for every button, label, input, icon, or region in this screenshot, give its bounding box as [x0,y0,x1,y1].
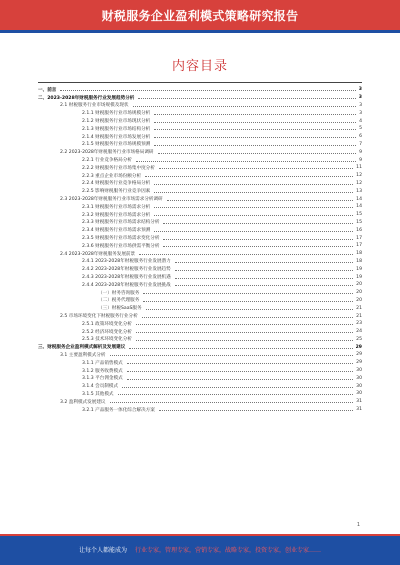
toc-leader-dots [154,184,353,185]
toc-entry[interactable] [38,289,362,297]
toc-entry-label: 2.3 2023-2028年财税服务行业市场需求分析调研 [60,197,163,203]
toc-entry-label: 2.5.3 技术环境变化分析 [82,337,132,343]
toc-entry[interactable] [38,351,362,359]
toc-entry-label: 2.1.3 财税服务行业市场结构分析 [82,126,151,132]
toc-entry-page: 21 [356,313,362,319]
toc-entry-label: （一）财务咨询服务 [98,290,140,296]
toc-entry-page: 21 [356,305,362,311]
report-header [0,0,400,30]
toc-leader-dots [138,98,355,99]
toc-entry-page: 30 [356,383,362,389]
toc-entry[interactable] [38,406,362,414]
toc-entry-page: 5 [359,126,362,132]
toc-entry-page: 3 [358,95,362,101]
toc-leader-dots [154,231,353,232]
toc-entry-page: 19 [356,274,362,280]
toc-leader-dots [154,129,356,130]
toc-divider [38,82,362,83]
toc-entry-page: 30 [356,375,362,381]
toc-leader-dots [154,192,353,193]
toc-entry[interactable] [38,359,362,367]
toc-entry-page: 13 [356,188,362,194]
toc-entry-label: 2.1.4 财税服务行业市场发展分析 [82,134,151,140]
toc-entry-page: 25 [356,336,362,342]
toc-entry-page: 31 [356,407,362,413]
toc-leader-dots [139,254,353,255]
toc-leader-dots [158,153,357,154]
footer-accent [0,534,400,536]
toc-entry[interactable] [38,320,362,328]
toc-entry-page: 15 [356,219,362,225]
toc-entry[interactable] [38,273,362,281]
toc-entry[interactable] [38,102,362,110]
toc-entry-page: 31 [356,399,362,405]
toc-leader-dots [136,324,353,325]
toc-leader-dots [129,348,352,349]
toc-entry[interactable] [38,86,362,94]
toc-entry-page: 14 [356,204,362,210]
toc-entry-label: 2.5.2 经济环境变化分析 [82,329,132,335]
toc-leader-dots [136,340,353,341]
toc-entry[interactable] [38,172,362,180]
toc-entry[interactable] [38,164,362,172]
toc-entry[interactable] [38,297,362,305]
toc-entry-label: 3.1 主要盈利模式分析 [60,352,106,358]
toc-leader-dots [146,309,354,310]
toc-leader-dots [175,278,353,279]
toc-entry[interactable] [38,234,362,242]
toc-entry-label: 2.1.1 财税服务行业市场规模分析 [82,111,151,117]
toc-entry-label: 3.1.1 产品销售模式 [82,360,123,366]
toc-entry-label: 2.5.1 政策环境变化分析 [82,321,132,327]
toc-leader-dots [133,106,357,107]
toc-entry[interactable] [38,94,362,102]
toc-leader-dots [163,246,353,247]
toc-entry-page: 3 [358,87,362,93]
toc-leader-dots [154,114,356,115]
toc-leader-dots [167,200,353,201]
toc-leader-dots [175,285,353,286]
toc-entry-page: 18 [356,258,362,264]
toc-title: 内容目录 [171,59,228,74]
toc-entry-label: 2.4 2023-2028年财税服务发展前景 [60,251,136,257]
toc-entry-label: 一、前言 [38,87,57,93]
toc-entry-page: 6 [359,134,362,140]
toc-entry-page: 24 [356,329,362,335]
toc-entry-page: 12 [356,173,362,179]
toc-entry[interactable] [38,242,362,250]
toc-leader-dots [145,176,353,177]
toc-leader-dots [154,215,353,216]
toc-entry-page: 30 [356,391,362,397]
toc-entry-page: 3 [359,110,362,116]
toc-entry-label: 2.3.1 财税服务行业市场需求分析 [82,204,151,210]
toc-leader-dots [175,270,353,271]
toc-entry[interactable] [38,398,362,406]
toc-entry[interactable] [38,133,362,141]
toc-leader-dots [154,145,356,146]
toc-entry-page: 29 [355,344,362,350]
footer-lead-text: 让每个人都能成为 [78,547,127,554]
toc-entry-page: 11 [356,165,362,171]
toc-entry-label: 3.2 盈利模式发展建议 [60,399,106,405]
toc-entry-label: 2.2.3 重点企业市场份额分析 [82,173,142,179]
toc-leader-dots [136,161,356,162]
toc-entry-label: 2.2.5 影响财税服务行业竞争因素 [82,189,151,195]
toc-entry-page: 18 [356,251,362,257]
toc-entry-label: 2.1.2 财税服务行业市场现状分析 [82,119,151,125]
toc-entry-page: 15 [356,212,362,218]
toc-entry[interactable] [38,195,362,203]
toc-entry-page: 17 [356,235,362,241]
toc-entry-label: （三）财税SaaS服务 [98,306,142,312]
toc-entry-label: 2.3.6 财税服务行业市场供需平衡分析 [82,243,160,249]
toc-entry[interactable] [38,226,362,234]
toc-leader-dots [127,363,353,364]
toc-entry-label: 2.2.1 行业竞争格局分析 [82,158,132,164]
toc-entry[interactable] [38,265,362,273]
page-footer [0,534,400,565]
toc-entry-page: 12 [356,180,362,186]
toc-entry[interactable] [38,281,362,289]
toc-entry[interactable] [38,382,362,390]
toc-entry-page: 14 [356,196,362,202]
toc-entry-page: 29 [356,352,362,358]
toc-entry-page: 23 [356,321,362,327]
toc-entry-page: 29 [356,360,362,366]
toc-entry-label: 2.1 财税服务行业市场规模及现状 [60,103,129,109]
toc-entry-label: 2.3.5 财税服务行业市场需求变化分析 [82,236,160,242]
toc-entry[interactable] [38,203,362,211]
toc-entry-label: 2.4.3 2023-2028年财税服务行业发展机遇 [82,275,171,281]
toc-entry-page: 16 [356,227,362,233]
toc-entry-label: 2.4.4 2023-2028年财税服务行业发展挑战 [82,282,171,288]
header-stripe [0,30,400,33]
toc-entry-label: 2.2.4 财税服务行业竞争格局分析 [82,181,151,187]
toc-entry-label: 2.3.3 财税服务行业市场需求结构分析 [82,220,160,226]
toc-leader-dots [143,301,353,302]
toc-entry[interactable] [38,367,362,375]
toc-entry-label: 2.5 市场环境变化下财税服务行业分析 [60,314,138,319]
toc-entry-page: 3 [359,102,362,108]
toc-leader-dots [159,410,353,411]
toc-entry[interactable] [38,141,362,149]
toc-entry[interactable] [38,219,362,227]
toc-entry-label: 3.2.1 产品服务一体化综合解决方案 [82,407,155,413]
toc-leader-dots [127,371,353,372]
toc-entry[interactable] [38,374,362,382]
toc-leader-dots [60,90,355,91]
toc-entry-page: 9 [359,149,362,155]
toc-entry-page: 17 [356,243,362,249]
toc-entry-page: 20 [356,297,362,303]
toc-entry[interactable] [38,250,362,258]
toc-entry-label: 2.3.2 财税服务行业市场需求分析 [82,212,151,218]
toc-entry-label: （二）税务代理服务 [98,298,140,304]
toc-entry[interactable] [38,211,362,219]
toc-entry-label: 2.2 2023-2028年财税服务行业市场格局调研 [60,150,154,156]
toc-leader-dots [175,262,353,263]
footer-tail-text: 行业专家，管理专家，营销专家，战略专家，投资专家，创业专家…… [135,547,322,554]
toc-entry[interactable] [38,312,362,320]
toc-leader-dots [159,168,353,169]
toc-entry-label: 三、财税服务企业盈利模式解析及发展建议 [38,345,126,351]
toc-entry-label: 3.1.5 其他模式 [82,391,114,397]
toc-entry-page: 4 [359,118,362,124]
toc-entry-page: 20 [356,282,362,288]
toc-leader-dots [122,387,353,388]
toc-entry[interactable] [38,336,362,344]
toc-entry-page: 9 [359,157,362,163]
toc-entry-label: 3.1.4 会员制模式 [82,384,119,390]
toc-entry[interactable] [38,258,362,266]
toc-entry[interactable] [38,304,362,312]
toc-entry-page: 19 [356,266,362,272]
toc-leader-dots [154,207,353,208]
page-number: 1 [356,522,360,528]
toc-entry[interactable] [38,187,362,195]
toc-leader-dots [110,355,354,356]
toc-leader-dots [163,239,353,240]
toc-entry-label: 2.1.5 财税服务行业市场规模预测 [82,142,151,148]
toc-entry-label: 2.3.4 财税服务行业市场需求预测 [82,228,151,234]
toc-entry-label: 3.1.3 平台佣金模式 [82,376,123,382]
toc-entry-label: 2.4.1 2023-2028年财税服务行业发展潜力 [82,259,171,265]
toc-entry-page: 30 [356,368,362,374]
toc-leader-dots [142,317,353,318]
toc-entry-page: 20 [356,290,362,296]
toc-entry[interactable] [38,390,362,398]
toc-entry[interactable] [38,156,362,164]
toc-leader-dots [154,137,356,138]
toc-entry[interactable] [38,125,362,133]
toc-entry[interactable] [38,148,362,156]
toc-entry[interactable] [38,117,362,125]
toc-leader-dots [110,402,354,403]
toc-leader-dots [118,394,354,395]
toc-leader-dots [143,293,353,294]
toc-leader-dots [154,122,356,123]
table-of-contents [38,86,362,413]
toc-leader-dots [163,223,353,224]
toc-entry-label: 2.2.2 财税服务行业市场集中度分析 [82,165,155,171]
toc-entry[interactable] [38,328,362,336]
toc-entry[interactable] [38,109,362,117]
toc-entry-label: 二、2023-2028年财税服务行业发展趋势分析 [38,95,135,101]
toc-entry[interactable] [38,180,362,188]
toc-entry-label: 3.1.2 服务收费模式 [82,368,123,374]
toc-entry[interactable] [38,343,362,351]
report-title: 财税服务企业盈利模式策略研究报告 [101,8,299,23]
toc-leader-dots [127,379,353,380]
toc-leader-dots [136,332,353,333]
toc-entry-page: 7 [359,141,362,147]
toc-entry-label: 2.4.2 2023-2028年财税服务行业发展趋势 [82,267,171,273]
